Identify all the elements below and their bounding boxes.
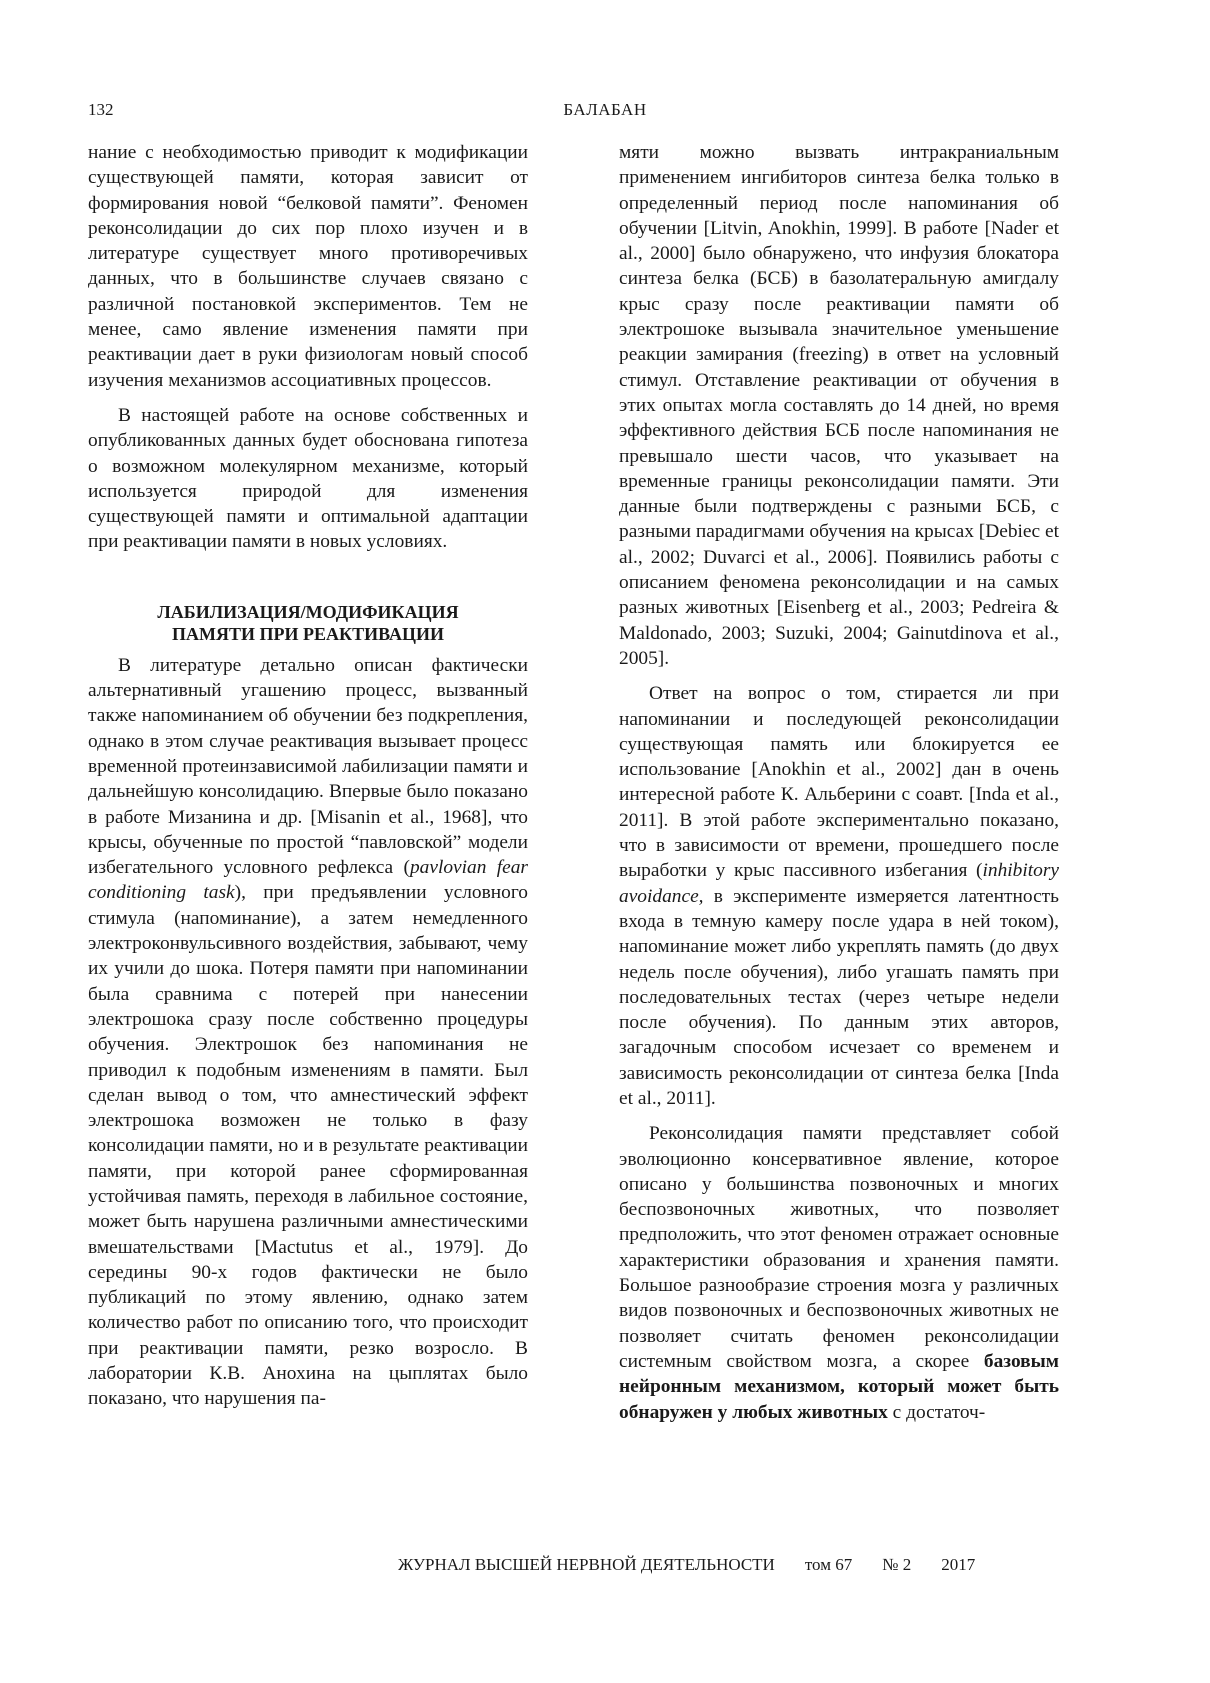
- page-number: 132: [88, 100, 114, 119]
- paragraph: мяти можно вызвать интракраниальным применением ингибиторов синтеза белка только в определенный период после напоминания об обучении [Litvin, Anokhin, 1999]. В работе [Nader et al., 2000] было обнаружено, что инфузия блокатора синтеза белка (БСБ) в базолатеральную амигдалу крыс сразу после реактивации памяти об электрошоке вызывала значительное уменьшение реакции замирания (freezing) в ответ на условный стимул. Отставление реактивации от обучения в этих опытах могла составлять до 14 дней, но время эффективного действия БСБ после напоминания не превышало шести часов, что указывает на временные границы реконсолидации памяти. Эти данные были подтверждены с разными БСБ, с разными парадигмами обучения на крысах [Debiec et al., 2002; Duvarci et al., 2006]. Появились работы с описанием феномена реконсолидации и на самых разных животных [Eisenberg et al., 2003; Pedreira & Maldonado, 2003; Suzuki, 2004; Gainutdinova et al., 2005].: [619, 142, 1059, 669]
- issue-number: № 2: [882, 1555, 912, 1574]
- page-footer: [398, 1555, 975, 1575]
- paragraph: нание с необходимостью приводит к модификации существующей памяти, которая зависит от формирования новой “белковой памяти”. Феномен реконсолидации до сих пор плохо изучен и в литературе существует много противоречивых данных, что в большинстве случаев связано с различной постановкой экспериментов. Тем не менее, само явление изменения памяти при реактивации дает в руки физиологам новый способ изучения механизмов ассоциативных процессов.: [88, 142, 528, 391]
- paragraph: [88, 653, 528, 1412]
- text-run: Реконсолидация памяти представляет собой эволюционно консервативное явление, которое описано у большинства позвоночных и многих беспозвоночных животных, что позволяет предположить, что этот феномен отражает основные характеристики образования и хранения памяти. Большое разнообразие строения мозга у различных видов позвоночных и беспозвоночных животных не позволяет считать феномен реконсолидации системным свойством мозга, а скорее: [619, 1123, 1059, 1372]
- text-run: в эксперименте измеряется латентность входа в темную камеру после удара в ней током), напоминание может либо укреплять память (до двух недель после обучения), либо угашать память при последовательных тестах (через четыре недели после обучения). По данным этих авторов, загадочным способом исчезает со временем и зависимость реконсолидации от синтеза белка [Inda et al., 2011].: [619, 885, 1059, 1109]
- journal-name: ЖУРНАЛ ВЫСШЕЙ НЕРВНОЙ ДЕЯТЕЛЬНОСТИ: [398, 1555, 775, 1574]
- text-run: В литературе детально описан фактически альтернативный угашению процесс, вызванный также напоминанием об обучении без подкрепления, однако в этом случае реактивация вызывает процесс временной протеинзависимой лабилизации памяти и дальнейшую консолидацию. Впервые было показано в работе Мизанина и др. [Misanin et al., 1968], что крысы, обученные по простой “павловской” модели избегательного условного рефлекса (: [88, 654, 528, 879]
- text-run: Ответ на вопрос о том, стирается ли при напоминании и последующей реконсолидации существующая память или блокируется ее использование [Anokhin et al., 2002] дан в очень интересной работе К. Альберини с соавт. [Inda et al., 2011]. В этой работе экспериментально показано, что в зависимости от времени, прошедшего после выработки у крыс пассивного избегания (: [619, 683, 1059, 882]
- year: 2017: [941, 1555, 976, 1574]
- section-heading: [88, 601, 528, 645]
- italic-term: inhibitory avoidance,: [619, 860, 1059, 907]
- section-heading-line: ЛАБИЛИЗАЦИЯ/МОДИФИКАЦИЯ: [157, 601, 459, 622]
- text-run: ), при предъявлении условного стимула (напоминание), а затем немедленного электроконвульсивного воздействия, забывают, чему их учили до шока. Потеря памяти при напоминании была сравнима с потерей при нанесении электрошока сразу после собственно процедуры обучения. Электрошок без напоминания не приводил к подобным изменениям в памяти. Был сделан вывод о том, что амнестический эффект электрошока возможен не только в фазу консолидации памяти, но и в результате реактивации памяти, при которой ранее сформированная устойчивая память, переходя в лабильное состояние, может быть нарушена различными амнестическими вмешательствами [Mactutus et al., 1979]. До середины 90-х годов фактически не было публикаций по этому явлению, однако затем количество работ по описанию того, что происходит при реактивации памяти, резко возросло. В лаборатории К.В. Анохина на цыплятах было показано, что нарушения па-: [88, 882, 528, 1410]
- section-heading-line: ПАМЯТИ ПРИ РЕАКТИВАЦИИ: [172, 623, 444, 644]
- running-head: БАЛАБАН: [563, 100, 647, 119]
- paragraph: В настоящей работе на основе собственных и опубликованных данных будет обоснована гипотеза о возможном молекулярном механизме, который используется природой для изменения существующей памяти и оптимальной адаптации при реактивации памяти в новых условиях.: [88, 404, 528, 553]
- right-column: [619, 140, 1059, 1425]
- italic-term: pavlovian fear conditioning task: [88, 857, 528, 904]
- paragraph: [619, 681, 1059, 1111]
- text-run: с достаточ-: [887, 1401, 986, 1423]
- paragraph: [619, 1121, 1059, 1425]
- left-column: [88, 140, 528, 1412]
- volume: том 67: [804, 1555, 853, 1574]
- bold-emphasis: базовым нейронным механизмом, который может быть обнаружен у любых животных: [619, 1350, 1059, 1423]
